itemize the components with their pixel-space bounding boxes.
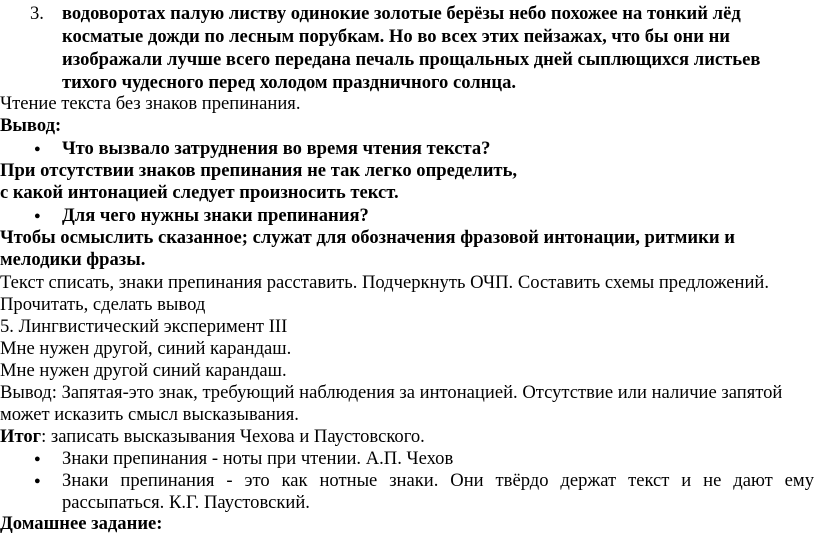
- item3-line-1: водоворотах палую листву одинокие золотые берёзы небо похожее на тонкий лёд: [62, 3, 741, 24]
- quote-2-line-1: Знаки препинания - это как нотные знаки. Они твёрдо держат текст и не дают ему: [62, 470, 814, 491]
- item3-line-4: тихого чудесного перед холодом праздничного солнца.: [62, 72, 517, 93]
- task-line-1: Текст списать, знаки препинания расставить. Подчеркнуть ОЧП. Составить схемы предложений.: [0, 272, 770, 293]
- item3-number: 3.: [30, 3, 44, 24]
- conclusion-label: Вывод:: [0, 115, 62, 136]
- answer-1-line-1: При отсутствии знаков препинания не так легко определить,: [0, 160, 518, 181]
- task-line-2: Прочитать, сделать вывод: [0, 294, 206, 315]
- bullet-q2: ●: [34, 210, 41, 222]
- experiment-title: 5. Лингвистический эксперимент III: [0, 316, 288, 337]
- experiment-conclusion-line-2: может исказить смысл высказывания.: [0, 404, 299, 425]
- example-2: Мне нужен другой синий карандаш.: [0, 360, 287, 381]
- bullet-q1: ●: [34, 143, 41, 155]
- answer-1-line-2: с какой интонацией следует произносить текст.: [0, 182, 399, 203]
- experiment-conclusion-line-1: Вывод: Запятая-это знак, требующий наблюдения за интонацией. Отсутствие или наличие запятой: [0, 382, 783, 403]
- quote-2-line-2: рассыпаться. К.Г. Паустовский.: [62, 492, 310, 513]
- question-1: Что вызвало затруднения во время чтения текста?: [62, 138, 491, 159]
- question-2: Для чего нужны знаки препинания?: [62, 205, 369, 226]
- summary-text: : записать высказывания Чехова и Паустовского.: [41, 426, 425, 447]
- summary-label: Итог: [0, 426, 42, 447]
- answer-2-line-2: мелодики фразы.: [0, 249, 146, 270]
- item3-line-2: косматые дожди по лесным порубкам. Но во всех этих пейзажах, что бы они ни: [62, 26, 730, 47]
- bullet-quote-1: ●: [34, 453, 41, 465]
- homework-label: Домашнее задание:: [0, 513, 163, 534]
- reading-note: Чтение текста без знаков препинания.: [0, 93, 301, 114]
- summary-line: [0, 426, 425, 449]
- answer-2-line-1: Чтобы осмыслить сказанное; служат для обозначения фразовой интонации, ритмики и: [0, 227, 735, 248]
- item3-line-3: изображали лучше всего передана печаль прощальных дней сыплющихся листьев: [62, 49, 761, 70]
- bullet-quote-2: ●: [34, 475, 41, 487]
- example-1: Мне нужен другой, синий карандаш.: [0, 338, 292, 359]
- quote-1: Знаки препинания - ноты при чтении. А.П. Чехов: [62, 448, 454, 469]
